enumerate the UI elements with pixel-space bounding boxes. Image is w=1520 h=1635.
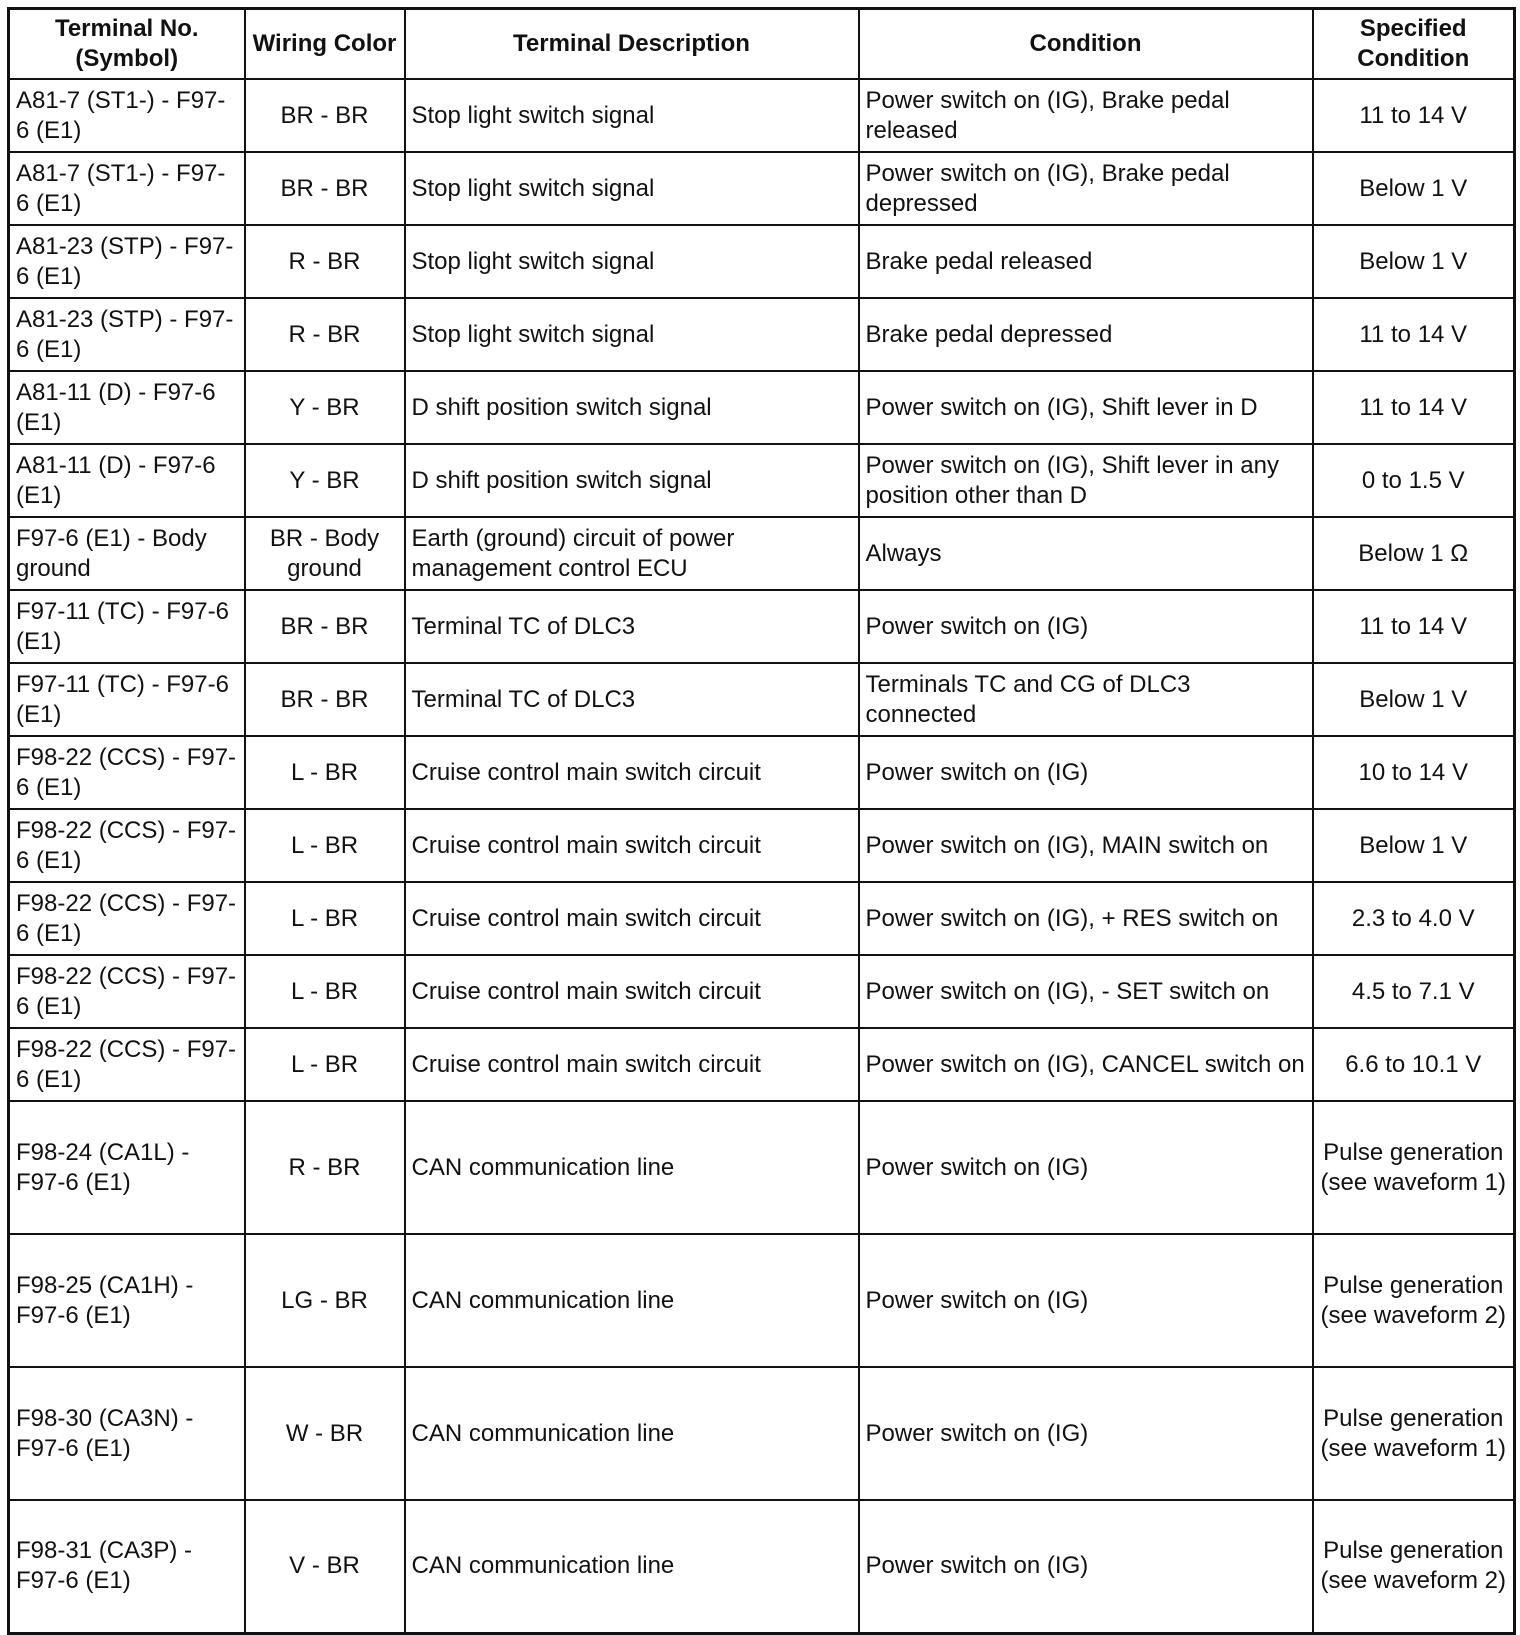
terminal-table — [7, 7, 1516, 1635]
table-header — [9, 9, 1515, 80]
table-row — [9, 517, 1515, 590]
header-specified-condition: Specified Condition — [1313, 9, 1515, 80]
header-condition: Condition — [859, 9, 1313, 80]
table-row — [9, 882, 1515, 955]
table-row — [9, 1101, 1515, 1234]
cell-condition: Power switch on (IG) — [859, 1500, 1313, 1633]
cell-condition: Terminals TC and CG of DLC3 connected — [859, 663, 1313, 736]
header-terminal-description: Terminal Description — [405, 9, 859, 80]
cell-description: Stop light switch signal — [405, 79, 859, 152]
cell-condition: Brake pedal released — [859, 225, 1313, 298]
cell-description: CAN communication line — [405, 1234, 859, 1367]
cell-terminal: A81-23 (STP) - F97-6 (E1) — [9, 298, 245, 371]
cell-terminal: F98-30 (CA3N) - F97-6 (E1) — [9, 1367, 245, 1500]
cell-wiring-color: R - BR — [245, 298, 405, 371]
table-row — [9, 590, 1515, 663]
table-row — [9, 298, 1515, 371]
cell-description: Cruise control main switch circuit — [405, 809, 859, 882]
cell-condition: Power switch on (IG), Shift lever in D — [859, 371, 1313, 444]
table-row — [9, 1028, 1515, 1101]
cell-terminal: F98-22 (CCS) - F97-6 (E1) — [9, 1028, 245, 1101]
cell-terminal: A81-11 (D) - F97-6 (E1) — [9, 371, 245, 444]
cell-specified-condition: 0 to 1.5 V — [1313, 444, 1515, 517]
cell-description: D shift position switch signal — [405, 444, 859, 517]
cell-description: Cruise control main switch circuit — [405, 736, 859, 809]
cell-specified-condition: Below 1 V — [1313, 225, 1515, 298]
cell-specified-condition: Pulse generation (see waveform 2) — [1313, 1234, 1515, 1367]
cell-specified-condition: 11 to 14 V — [1313, 371, 1515, 444]
cell-wiring-color: BR - BR — [245, 79, 405, 152]
cell-condition: Always — [859, 517, 1313, 590]
cell-condition: Power switch on (IG) — [859, 736, 1313, 809]
cell-terminal: F98-22 (CCS) - F97-6 (E1) — [9, 809, 245, 882]
cell-specified-condition: Pulse generation (see waveform 2) — [1313, 1500, 1515, 1633]
cell-wiring-color: BR - BR — [245, 152, 405, 225]
cell-wiring-color: L - BR — [245, 736, 405, 809]
cell-description: Terminal TC of DLC3 — [405, 590, 859, 663]
cell-terminal: A81-11 (D) - F97-6 (E1) — [9, 444, 245, 517]
cell-wiring-color: L - BR — [245, 882, 405, 955]
cell-description: CAN communication line — [405, 1101, 859, 1234]
cell-condition: Power switch on (IG), - SET switch on — [859, 955, 1313, 1028]
table-row — [9, 371, 1515, 444]
cell-wiring-color: Y - BR — [245, 371, 405, 444]
cell-wiring-color: BR - BR — [245, 663, 405, 736]
table-row — [9, 955, 1515, 1028]
cell-specified-condition: 6.6 to 10.1 V — [1313, 1028, 1515, 1101]
cell-specified-condition: Below 1 V — [1313, 152, 1515, 225]
cell-wiring-color: L - BR — [245, 1028, 405, 1101]
cell-condition: Brake pedal depressed — [859, 298, 1313, 371]
cell-terminal: F97-11 (TC) - F97-6 (E1) — [9, 663, 245, 736]
cell-condition: Power switch on (IG), CANCEL switch on — [859, 1028, 1313, 1101]
cell-description: Earth (ground) circuit of power management control ECU — [405, 517, 859, 590]
cell-wiring-color: R - BR — [245, 1101, 405, 1234]
table-row — [9, 79, 1515, 152]
cell-condition: Power switch on (IG) — [859, 1101, 1313, 1234]
cell-specified-condition: Below 1 V — [1313, 809, 1515, 882]
cell-wiring-color: R - BR — [245, 225, 405, 298]
cell-terminal: A81-7 (ST1-) - F97-6 (E1) — [9, 152, 245, 225]
cell-specified-condition: 10 to 14 V — [1313, 736, 1515, 809]
cell-description: CAN communication line — [405, 1367, 859, 1500]
table-row — [9, 225, 1515, 298]
cell-condition: Power switch on (IG) — [859, 590, 1313, 663]
cell-terminal: F98-22 (CCS) - F97-6 (E1) — [9, 882, 245, 955]
cell-condition: Power switch on (IG) — [859, 1234, 1313, 1367]
cell-wiring-color: BR - Body ground — [245, 517, 405, 590]
table-row — [9, 1367, 1515, 1500]
cell-terminal: F98-25 (CA1H) - F97-6 (E1) — [9, 1234, 245, 1367]
cell-specified-condition: 11 to 14 V — [1313, 79, 1515, 152]
cell-specified-condition: 2.3 to 4.0 V — [1313, 882, 1515, 955]
cell-terminal: F97-6 (E1) - Body ground — [9, 517, 245, 590]
cell-specified-condition: 11 to 14 V — [1313, 298, 1515, 371]
cell-wiring-color: L - BR — [245, 955, 405, 1028]
table-row — [9, 1234, 1515, 1367]
cell-specified-condition: Pulse generation (see waveform 1) — [1313, 1367, 1515, 1500]
cell-wiring-color: L - BR — [245, 809, 405, 882]
table-row — [9, 809, 1515, 882]
cell-condition: Power switch on (IG), Brake pedal depressed — [859, 152, 1313, 225]
header-wiring-color: Wiring Color — [245, 9, 405, 80]
table-row — [9, 663, 1515, 736]
cell-wiring-color: W - BR — [245, 1367, 405, 1500]
header-row — [9, 9, 1515, 80]
cell-terminal: F98-24 (CA1L) - F97-6 (E1) — [9, 1101, 245, 1234]
table-row — [9, 736, 1515, 809]
table-row — [9, 152, 1515, 225]
cell-terminal: F98-22 (CCS) - F97-6 (E1) — [9, 736, 245, 809]
cell-condition: Power switch on (IG), Shift lever in any position other than D — [859, 444, 1313, 517]
cell-terminal: F98-31 (CA3P) - F97-6 (E1) — [9, 1500, 245, 1633]
cell-terminal: A81-23 (STP) - F97-6 (E1) — [9, 225, 245, 298]
cell-description: Cruise control main switch circuit — [405, 1028, 859, 1101]
header-terminal-no: Terminal No. (Symbol) — [9, 9, 245, 80]
cell-description: Stop light switch signal — [405, 225, 859, 298]
cell-description: Stop light switch signal — [405, 152, 859, 225]
cell-terminal: A81-7 (ST1-) - F97-6 (E1) — [9, 79, 245, 152]
cell-specified-condition: Below 1 V — [1313, 663, 1515, 736]
cell-description: Cruise control main switch circuit — [405, 955, 859, 1028]
table-row — [9, 1500, 1515, 1633]
cell-wiring-color: LG - BR — [245, 1234, 405, 1367]
cell-condition: Power switch on (IG), MAIN switch on — [859, 809, 1313, 882]
cell-description: Terminal TC of DLC3 — [405, 663, 859, 736]
cell-description: Cruise control main switch circuit — [405, 882, 859, 955]
table-body — [9, 79, 1515, 1633]
cell-description: D shift position switch signal — [405, 371, 859, 444]
cell-condition: Power switch on (IG), + RES switch on — [859, 882, 1313, 955]
cell-condition: Power switch on (IG), Brake pedal released — [859, 79, 1313, 152]
table-row — [9, 444, 1515, 517]
cell-specified-condition: Pulse generation (see waveform 1) — [1313, 1101, 1515, 1234]
cell-specified-condition: 11 to 14 V — [1313, 590, 1515, 663]
cell-description: CAN communication line — [405, 1500, 859, 1633]
cell-wiring-color: V - BR — [245, 1500, 405, 1633]
cell-wiring-color: BR - BR — [245, 590, 405, 663]
cell-specified-condition: 4.5 to 7.1 V — [1313, 955, 1515, 1028]
cell-condition: Power switch on (IG) — [859, 1367, 1313, 1500]
cell-specified-condition: Below 1 Ω — [1313, 517, 1515, 590]
cell-description: Stop light switch signal — [405, 298, 859, 371]
cell-terminal: F97-11 (TC) - F97-6 (E1) — [9, 590, 245, 663]
cell-wiring-color: Y - BR — [245, 444, 405, 517]
cell-terminal: F98-22 (CCS) - F97-6 (E1) — [9, 955, 245, 1028]
